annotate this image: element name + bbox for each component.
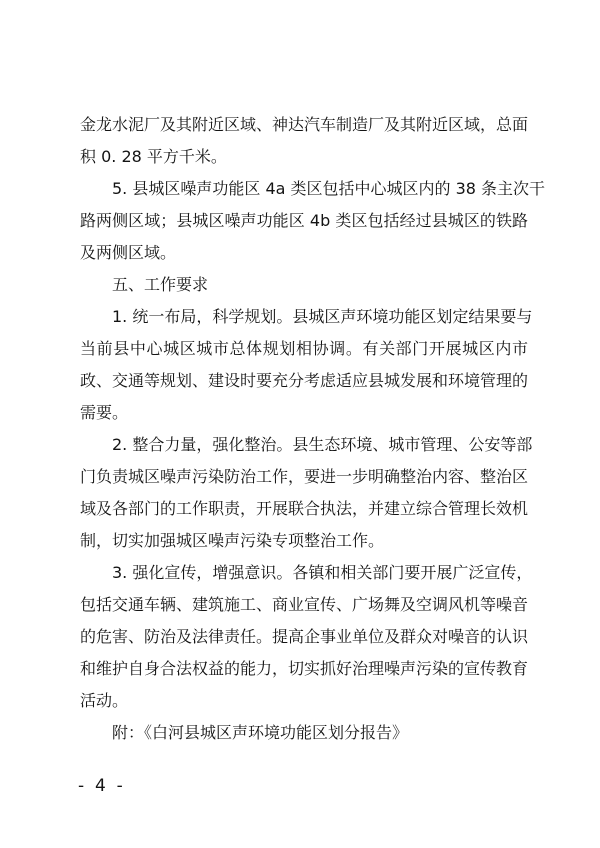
text-line: 门负责城区噪声污染防治工作，要进一步明确整治内容、整治区 (80, 467, 529, 486)
text-line: 的危害、防治及法律责任。提高企事业单位及群众对噪音的认识 (80, 627, 529, 646)
text-line: 路两侧区域；县城区噪声功能区 4b 类区包括经过县城区的铁路 (80, 211, 528, 230)
text-line: 制，切实加强城区噪声污染专项整治工作。 (80, 531, 385, 550)
text-line: 包括交通车辆、建筑施工、商业宣传、广场舞及空调风机等噪音 (80, 595, 529, 614)
text-line: 政、交通等规划、建设时要充分考虑适应县城发展和环境管理的 (80, 371, 529, 390)
attachment-line: 附：《白河县城区声环境功能区划分报告》 (112, 723, 409, 742)
text-line: 需要。 (80, 403, 129, 422)
text-line: 3. 强化宣传，增强意识。各镇和相关部门要开展广泛宣传， (112, 563, 533, 582)
text-line: 5. 县城区噪声功能区 4a 类区包括中心城区内的 38 条主次干 (112, 179, 546, 198)
text-line: 1. 统一布局，科学规划。县城区声环境功能区划定结果要与 (112, 307, 533, 326)
text-line: 和维护自身合法权益的能力，切实抓好治理噪声污染的宣传教育 (80, 659, 529, 678)
text-line: 域及各部门的工作职责，开展联合执法，并建立综合管理长效机 (80, 499, 529, 518)
text-line: 积 0. 28 平方千米。 (80, 147, 227, 166)
text-line: 及两侧区域。 (80, 243, 177, 262)
text-line: 金龙水泥厂及其附近区域、神达汽车制造厂及其附近区域，总面 (80, 115, 529, 134)
text-line: 2. 整合力量，强化整治。县生态环境、城市管理、公安等部 (112, 435, 533, 454)
text-line: 活动。 (80, 691, 129, 710)
section-heading: 五、工作要求 (112, 275, 209, 294)
page-number: - 4 - (78, 776, 123, 796)
text-line: 当前县中心城区城市总体规划相协调。有关部门开展城区内市 (80, 339, 528, 358)
